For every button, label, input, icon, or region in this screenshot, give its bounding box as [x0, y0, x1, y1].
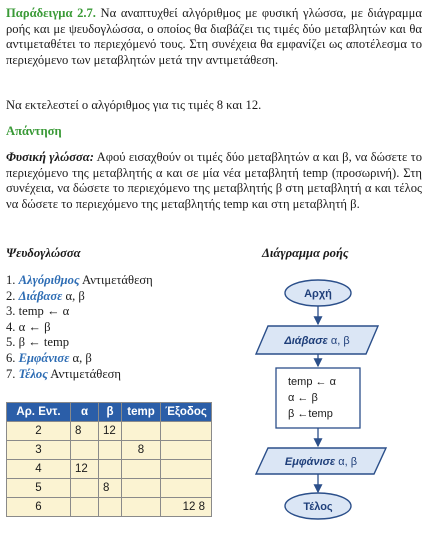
pseudocode-heading: Ψευδογλώσσα [6, 246, 81, 260]
flow-process-line: β ←temp [288, 408, 333, 420]
flow-process-line: α ← β [288, 392, 318, 404]
trace-header: temp [122, 403, 161, 422]
flow-start-label: Αρχή [304, 288, 332, 300]
flow-output-label: Εμφάνισε α, β [284, 456, 358, 468]
table-row: 5 8 [7, 479, 212, 498]
natural-language-label: Φυσική γλώσσα: [6, 150, 94, 164]
table-row: 2 8 12 [7, 422, 212, 441]
answer-heading: Απάντηση [6, 124, 62, 138]
trace-header: Έξοδος [161, 403, 212, 422]
natural-language-text: Αφού εισαχθούν οι τιμές δύο μεταβλητών α και β, να δώσετε το περιεχόμενο της μεταβλητής α και σε μία νέα μεταβλητή temp (προσωρινή). Στη συνέχεια, να δώσετε το περιεχόμενο της μεταβλητής β στη μεταβλητή α και τέλος να δώσετε το περιεχόμενο της μεταβλητής temp και στη μεταβλητή β. [6, 150, 422, 211]
table-row: 3 8 [7, 441, 212, 460]
pseudocode-line: 1. Αλγόριθμος Αντιμετάθεση [6, 273, 153, 287]
pseudocode-line: 2. Διάβασε α, β [6, 288, 85, 303]
trace-header: Αρ. Εντ. [7, 403, 71, 422]
pseudocode-line: 4. α ← β [6, 319, 51, 334]
trace-header: α [71, 403, 99, 422]
pseudocode-line: 5. β ← temp [6, 335, 70, 350]
trace-header: β [99, 403, 122, 422]
pseudocode-line: 6. Εμφάνισε α, β [6, 350, 92, 365]
pseudocode-line: 3. temp ← α [6, 304, 70, 319]
flowchart-heading: Διάγραμμα ροής [262, 246, 349, 260]
execute-instruction: Να εκτελεστεί ο αλγόριθμος για τις τιμές 8 και 12. [6, 98, 262, 112]
table-row: 6 12 8 [7, 498, 212, 517]
example-title: Παράδειγμα 2.7. [6, 6, 96, 20]
table-row: 4 12 [7, 460, 212, 479]
flow-input-label: Διάβασε α, β [284, 335, 350, 347]
flow-process-line: temp ← α [288, 376, 336, 388]
example-text: Να αναπτυχθεί αλγόριθμος με φυσική γλώσσα, με διάγραμμα ροής και με ψευδογλώσσα, ο οποίος θα διαβάζει τις τιμές δύο μεταβλητών και θα αντιμεταθέτει το περιεχόμενό τους. Στη συνέχεια θα εμφανίζει ως αποτέλεσμα το περιεχόμενο των μεταβλητών μετά την αντιμετάθεση. [6, 6, 423, 67]
flow-end-label: Τέλος [303, 501, 333, 513]
pseudocode-line: 7. Τέλος Αντιμετάθεση [6, 366, 121, 381]
